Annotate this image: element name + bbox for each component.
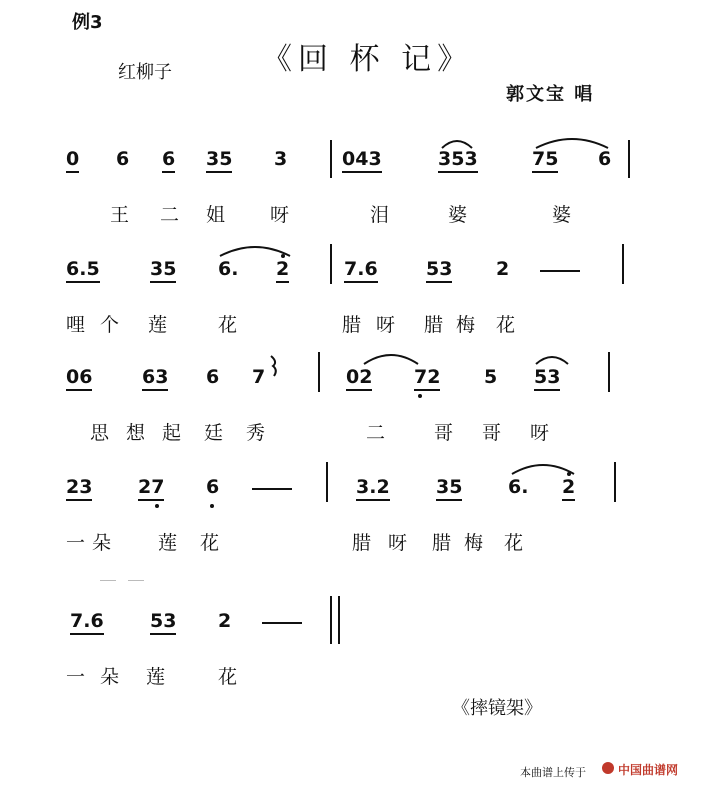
- lyric: 梅: [464, 532, 484, 554]
- note-group: 53: [150, 610, 176, 632]
- lyric: 二: [366, 422, 386, 444]
- lyric: 呀: [530, 422, 550, 444]
- slur: [218, 244, 292, 258]
- slur: [440, 138, 474, 150]
- note-group: 5: [484, 366, 498, 388]
- note-group: 6.5: [66, 258, 100, 280]
- lyric: 腊: [342, 314, 362, 336]
- note-group: 043: [342, 148, 382, 170]
- slur: [534, 354, 570, 366]
- lyric: 莲: [158, 532, 178, 554]
- note-group: 2: [562, 476, 575, 498]
- lyric: 呀: [376, 314, 396, 336]
- song-title: 《回 杯 记》: [262, 42, 474, 77]
- note-group: 6: [206, 476, 220, 498]
- note-group: 6.: [218, 258, 239, 280]
- note-group: 63: [142, 366, 168, 388]
- notation-line-5: [0, 610, 710, 650]
- slur: [510, 462, 576, 476]
- note-group: 0: [66, 148, 79, 170]
- lyric: 思: [90, 422, 110, 444]
- note-group: 35: [150, 258, 176, 280]
- note-group: 2: [276, 258, 289, 280]
- final-bar-line: [330, 596, 332, 644]
- site-logo-text[interactable]: 中国曲谱网: [618, 763, 679, 777]
- lyric: 哥: [434, 422, 454, 444]
- bar-line: [330, 140, 332, 178]
- lyric: 呀: [270, 204, 290, 226]
- bar-line: [326, 462, 328, 502]
- singer-credit: 郭文宝 唱: [506, 84, 595, 105]
- lyric: 一: [66, 666, 86, 688]
- lyric: 花: [496, 314, 516, 336]
- lyric: 梅: [456, 314, 476, 336]
- lyric: 个: [100, 314, 120, 336]
- site-logo-icon: [602, 762, 614, 774]
- lyric: 姐: [206, 204, 226, 226]
- bar-line: [614, 462, 616, 502]
- note-group: 7: [252, 366, 266, 388]
- note-group: 353: [438, 148, 478, 170]
- note-group: 53: [534, 366, 560, 388]
- bar-line: [628, 140, 630, 178]
- note-group: 6: [598, 148, 612, 170]
- bar-line: [608, 352, 610, 392]
- note-group: 7.6: [70, 610, 104, 632]
- lyric: 花: [504, 532, 524, 554]
- lyric: 腊: [432, 532, 452, 554]
- note-group: 02: [346, 366, 372, 388]
- lyric: 秀: [246, 422, 266, 444]
- source-opera: 《摔镜架》: [452, 698, 542, 719]
- lyric: 呀: [388, 532, 408, 554]
- lyric: 一: [66, 532, 86, 554]
- bar-line: [318, 352, 320, 392]
- note-group: 72: [414, 366, 440, 388]
- lyric: 莲: [146, 666, 166, 688]
- lyric: 花: [218, 314, 238, 336]
- notation-line-3: [0, 366, 710, 406]
- lyric: 莲: [148, 314, 168, 336]
- note-group: 2: [496, 258, 510, 280]
- note-group: 7.6: [344, 258, 378, 280]
- lyric: 朵: [92, 532, 112, 554]
- lyric: 想: [126, 422, 146, 444]
- scan-mark: [100, 580, 116, 581]
- note-group: 35: [206, 148, 232, 170]
- sustain-dash: [252, 488, 292, 490]
- lyric: 婆: [448, 204, 468, 226]
- slur: [534, 136, 610, 150]
- grace-ornament: [268, 354, 282, 378]
- lyric: 泪: [370, 204, 390, 226]
- note-group: 75: [532, 148, 558, 170]
- scan-mark: [128, 580, 144, 581]
- note-group: 2: [218, 610, 232, 632]
- bar-line: [622, 244, 624, 284]
- octave-dot: [155, 504, 159, 508]
- octave-dot: [210, 504, 214, 508]
- lyric: 起: [162, 422, 182, 444]
- lyric: 哥: [482, 422, 502, 444]
- sustain-dash: [262, 622, 302, 624]
- lyric: 廷: [204, 422, 224, 444]
- sustain-dash: [540, 270, 580, 272]
- note-group: 3: [274, 148, 288, 170]
- note-group: 6: [116, 148, 130, 170]
- note-group: 35: [436, 476, 462, 498]
- note-group: 6.: [508, 476, 529, 498]
- slur: [362, 352, 420, 366]
- notation-line-4: [0, 476, 710, 516]
- lyric: 花: [218, 666, 238, 688]
- lyric: 朵: [100, 666, 120, 688]
- upload-credit: 本曲谱上传于: [520, 766, 586, 779]
- lyric: 腊: [424, 314, 444, 336]
- notation-line-2: [0, 258, 710, 298]
- note-group: 06: [66, 366, 92, 388]
- note-group: 6: [162, 148, 175, 170]
- note-group: 53: [426, 258, 452, 280]
- note-group: 27: [138, 476, 164, 498]
- note-group: 6: [206, 366, 220, 388]
- final-bar-line: [338, 596, 340, 644]
- lyric: 花: [200, 532, 220, 554]
- octave-dot: [418, 394, 422, 398]
- note-group: 3.2: [356, 476, 390, 498]
- lyric: 二: [160, 204, 180, 226]
- notation-line-1: [0, 148, 710, 188]
- tune-name: 红柳子: [118, 62, 172, 83]
- bar-line: [330, 244, 332, 284]
- lyric: 哩: [66, 314, 86, 336]
- lyric: 婆: [552, 204, 572, 226]
- lyric: 王: [110, 204, 130, 226]
- lyric: 腊: [352, 532, 372, 554]
- example-number: 例3: [72, 12, 103, 33]
- note-group: 23: [66, 476, 92, 498]
